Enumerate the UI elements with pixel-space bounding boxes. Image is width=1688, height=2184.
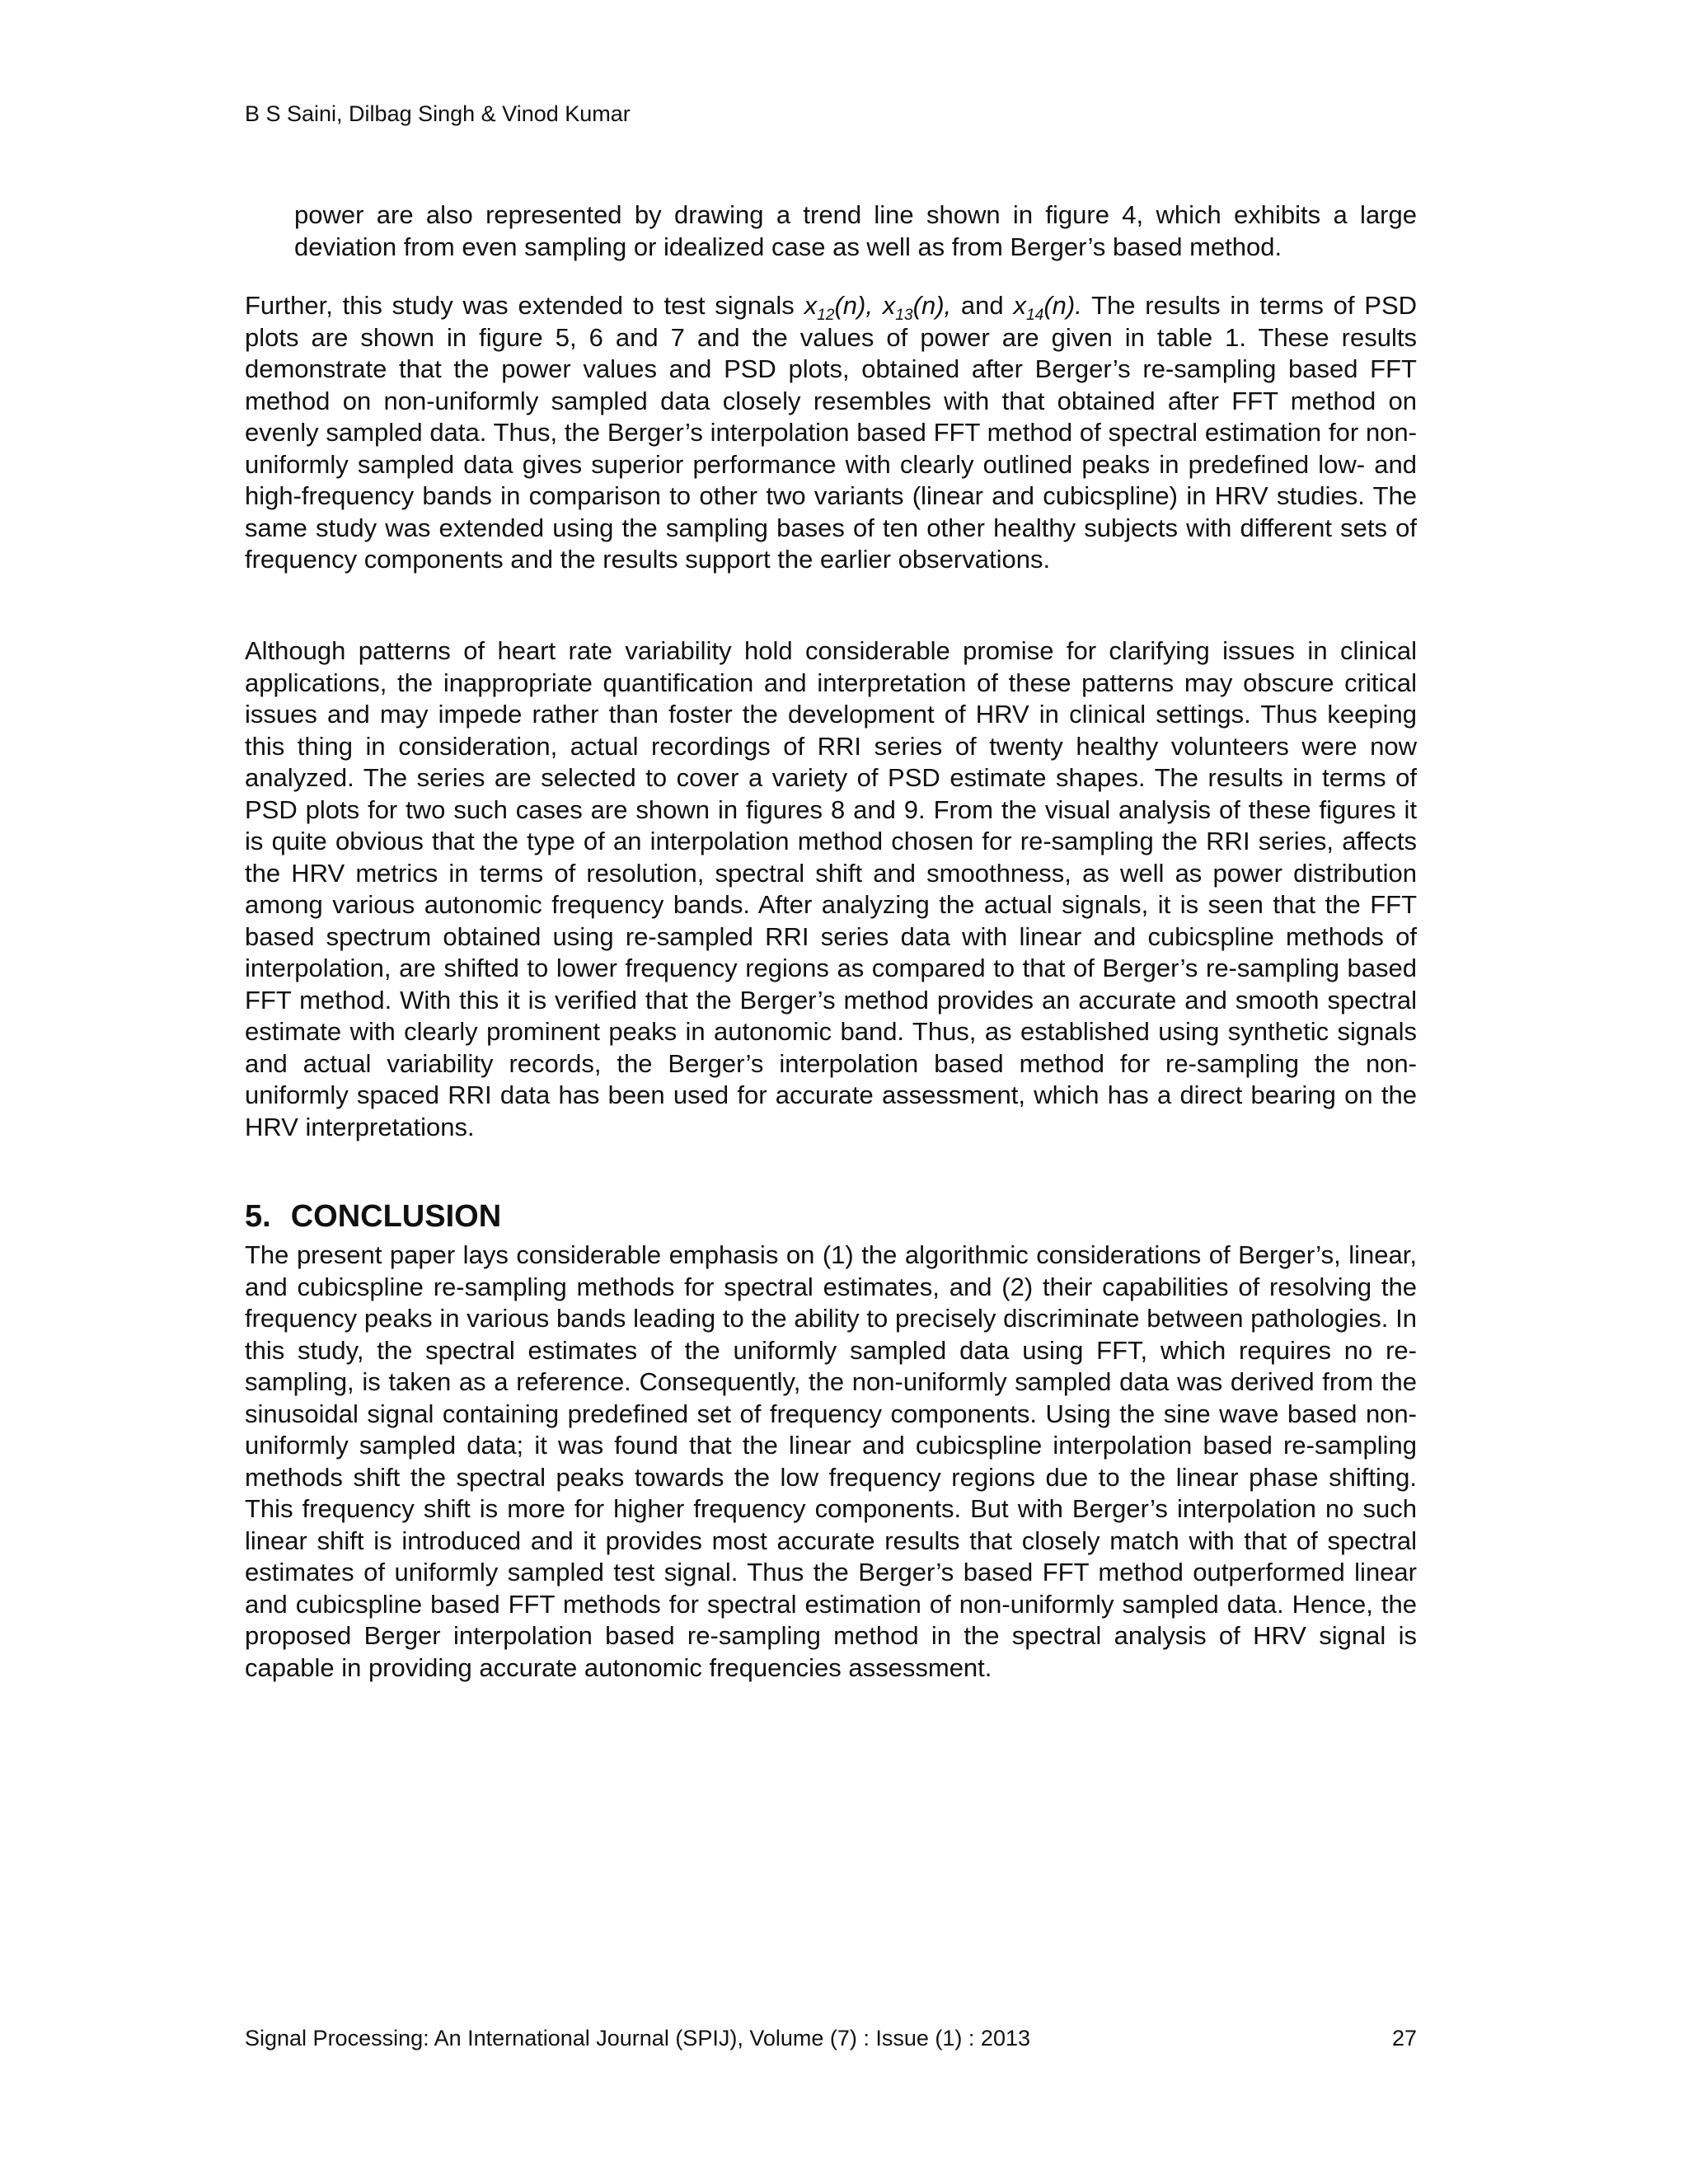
signal-x13: $x_{13}(n)$, bbox=[882, 291, 952, 325]
footer-journal: Signal Processing: An International Journal (SPIJ), Volume (7) : Issue (1) : 2013 bbox=[245, 2026, 1030, 2050]
page-footer bbox=[245, 2023, 1417, 2053]
signal-x14: $x_{14}(n)$. bbox=[1013, 291, 1082, 325]
paragraph-conclusion: The present paper lays considerable emphasis on (1) the algorithmic considerations of Berger’s, linear, and cubicspline re-sampling methods for spectral estimates, and (2) their capabilities of resolving the frequency peaks in various bands leading to the ability to precisely discriminate between pathologies. In this study, the spectral estimates of the uniformly sampled data using FFT, which requires no re-sampling, is taken as a reference. Consequently, the non-uniformly sampled data was derived from the sinusoidal signal containing predefined set of frequency components. Using the sine wave based non-uniformly sampled data; it was found that the linear and cubicspline interpolation based re-sampling methods shift the spectral peaks towards the low frequency regions due to the linear phase shifting. This frequency shift is more for higher frequency components. But with Berger’s interpolation no such linear shift is introduced and it provides most accurate results that closely match with that of spectral estimates of uniformly sampled test signal. Thus the Berger’s based FFT method outperformed linear and cubicspline based FFT methods for spectral estimation of non-uniformly sampled data. Hence, the proposed Berger interpolation based re-sampling method in the spectral analysis of HRV signal is capable in providing accurate autonomic frequencies assessment. bbox=[245, 1240, 1417, 1682]
signal-x12: $x_{12}(n)$, bbox=[804, 291, 873, 325]
paragraph-trend-line: power are also represented by drawing a trend line shown in figure 4, which exhibits a large deviation from even sampling or idealized case as well as from Berger’s based method. bbox=[294, 200, 1417, 261]
section-title: CONCLUSION bbox=[290, 1199, 502, 1234]
running-head-authors: B S Saini, Dilbag Singh & Vinod Kumar bbox=[245, 101, 631, 126]
section-number: 5. bbox=[245, 1199, 271, 1234]
paragraph-text: The results in terms of PSD plots are shown in figure 5, 6 and 7 and the values of power are given in table 1. These results demonstrate that the power values and PSD plots, obtained after Berger’s re-sampling based FFT method on non-uniformly sampled data closely resembles with that obtained after FFT method on evenly sampled data. Thus, the Berger’s interpolation based FFT method of spectral estimation for non-uniformly sampled data gives superior performance with clearly outlined peaks in predefined low- and high-frequency bands in comparison to other two variants (linear and cubicspline) in HRV studies. The same study was extended using the sampling bases of ten other healthy subjects with different sets of frequency components and the results support the earlier observations. bbox=[245, 291, 1418, 574]
paragraph-actual-recordings: Although patterns of heart rate variability hold considerable promise for clarifying issues in clinical applications, the inappropriate quantification and interpretation of these patterns may obscure critical issues and may impede rather than foster the development of HRV in clinical settings. Thus keeping this thing in consideration, actual recordings of RRI series of twenty healthy volunteers were now analyzed. The series are selected to cover a variety of PSD estimate shapes. The results in terms of PSD plots for two such cases are shown in figures 8 and 9. From the visual analysis of these figures it is quite obvious that the type of an interpolation method chosen for re-sampling the RRI series, affects the HRV metrics in terms of resolution, spectral shift and smoothness, as well as power distribution among various autonomic frequency bands. After analyzing the actual signals, it is seen that the FFT based spectrum obtained using re-sampled RRI series data with linear and cubicspline methods of interpolation, are shifted to lower frequency regions as compared to that of Berger’s re-sampling based FFT method. With this it is verified that the Berger’s method provides an accurate and smooth spectral estimate with clearly prominent peaks in autonomic band. Thus, as established using synthetic signals and actual variability records, the Berger’s interpolation based method for re-sampling the non-uniformly spaced RRI data has been used for accurate assessment, which has a direct bearing on the HRV interpretations. bbox=[245, 636, 1417, 1141]
section-heading-conclusion bbox=[245, 1197, 501, 1236]
page-number: 27 bbox=[1391, 2026, 1417, 2050]
paragraph-test-signals: Further, this study was extended to test signals $x_{12}(n)$, $x_{13}(n)$, and $x_{14}(n)$. The results in terms of PSD plots are shown in figure 5, 6 and 7 and the values of power are given in table 1. These results demonstrate that the power values and PSD plots, obtained after Berger’s re-sampling based FFT method on non-uniformly sampled data closely resembles with that obtained after FFT method on evenly sampled data. Thus, the Berger’s interpolation based FFT method of spectral estimation for non-uniformly sampled data gives superior performance with clearly outlined peaks in predefined low- and high-frequency bands in comparison to other two variants (linear and cubicspline) in HRV studies. The same study was extended using the sampling bases of ten other healthy subjects with different sets of frequency components and the results support the earlier observations. bbox=[245, 291, 1418, 574]
paragraph-text: Further, this study was extended to test signals bbox=[245, 291, 804, 320]
